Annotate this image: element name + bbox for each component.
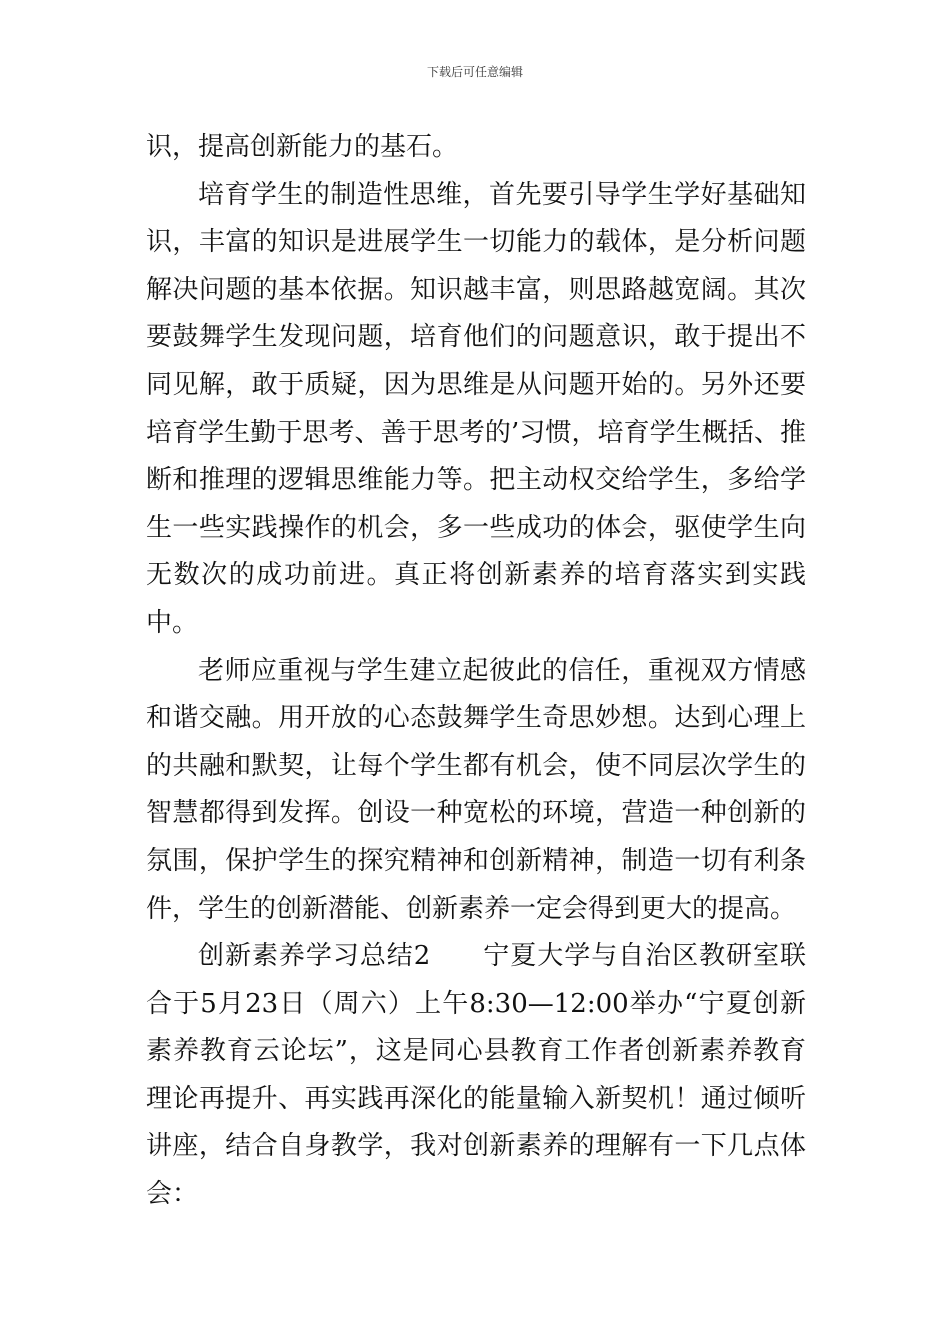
section-body: 宁夏大学与自治区教研室联合于5月23日（周六）上午8:30—12:00举办“宁夏创新素养教育云论坛”，这是同心县教育工作者创新素养教育理论再提升、再实践再深化的能量输入新契机！通过倾听讲座，结合自身教学，我对创新素养的理解有一下几点体会： xyxy=(146,941,806,1210)
paragraph-continuation: 识，提高创新能力的基石。 xyxy=(146,132,459,162)
paragraph-teacher-trust: 老师应重视与学生建立起彼此的信任，重视双方情感和谐交融。用开放的心态鼓舞学生奇思妙想。达到心理上的共融和默契，让每个学生都有机会，使不同层次学生的智慧都得到发挥。创设一种宽松的环境，营造一种创新的氛围，保护学生的探究精神和创新精神，制造一切有利条件，学生的创新潜能、创新素养一定会得到更大的提高。 xyxy=(146,655,806,924)
section-title: 创新素养学习总结2 xyxy=(198,941,431,972)
document-body xyxy=(146,124,806,1219)
paragraph-creative-thinking: 培育学生的制造性思维，首先要引导学生学好基础知识，丰富的知识是进展学生一切能力的载体，是分析问题解决问题的基本依据。知识越丰富，则思路越宽阔。其次要鼓舞学生发现问题，培育他们的问题意识，敢于提出不同见解，敢于质疑，因为思维是从问题开始的。另外还要培育学生勤于思考、善于思考的’习惯，培育学生概括、推断和推理的逻辑思维能力等。把主动权交给学生，多给学生一些实践操作的机会，多一些成功的体会，驱使学生向无数次的成功前进。真正将创新素养的培育落实到实践中。 xyxy=(146,179,806,638)
paragraph-section-2 xyxy=(146,933,806,1219)
page-header: 下载后可任意编辑 xyxy=(426,65,523,79)
